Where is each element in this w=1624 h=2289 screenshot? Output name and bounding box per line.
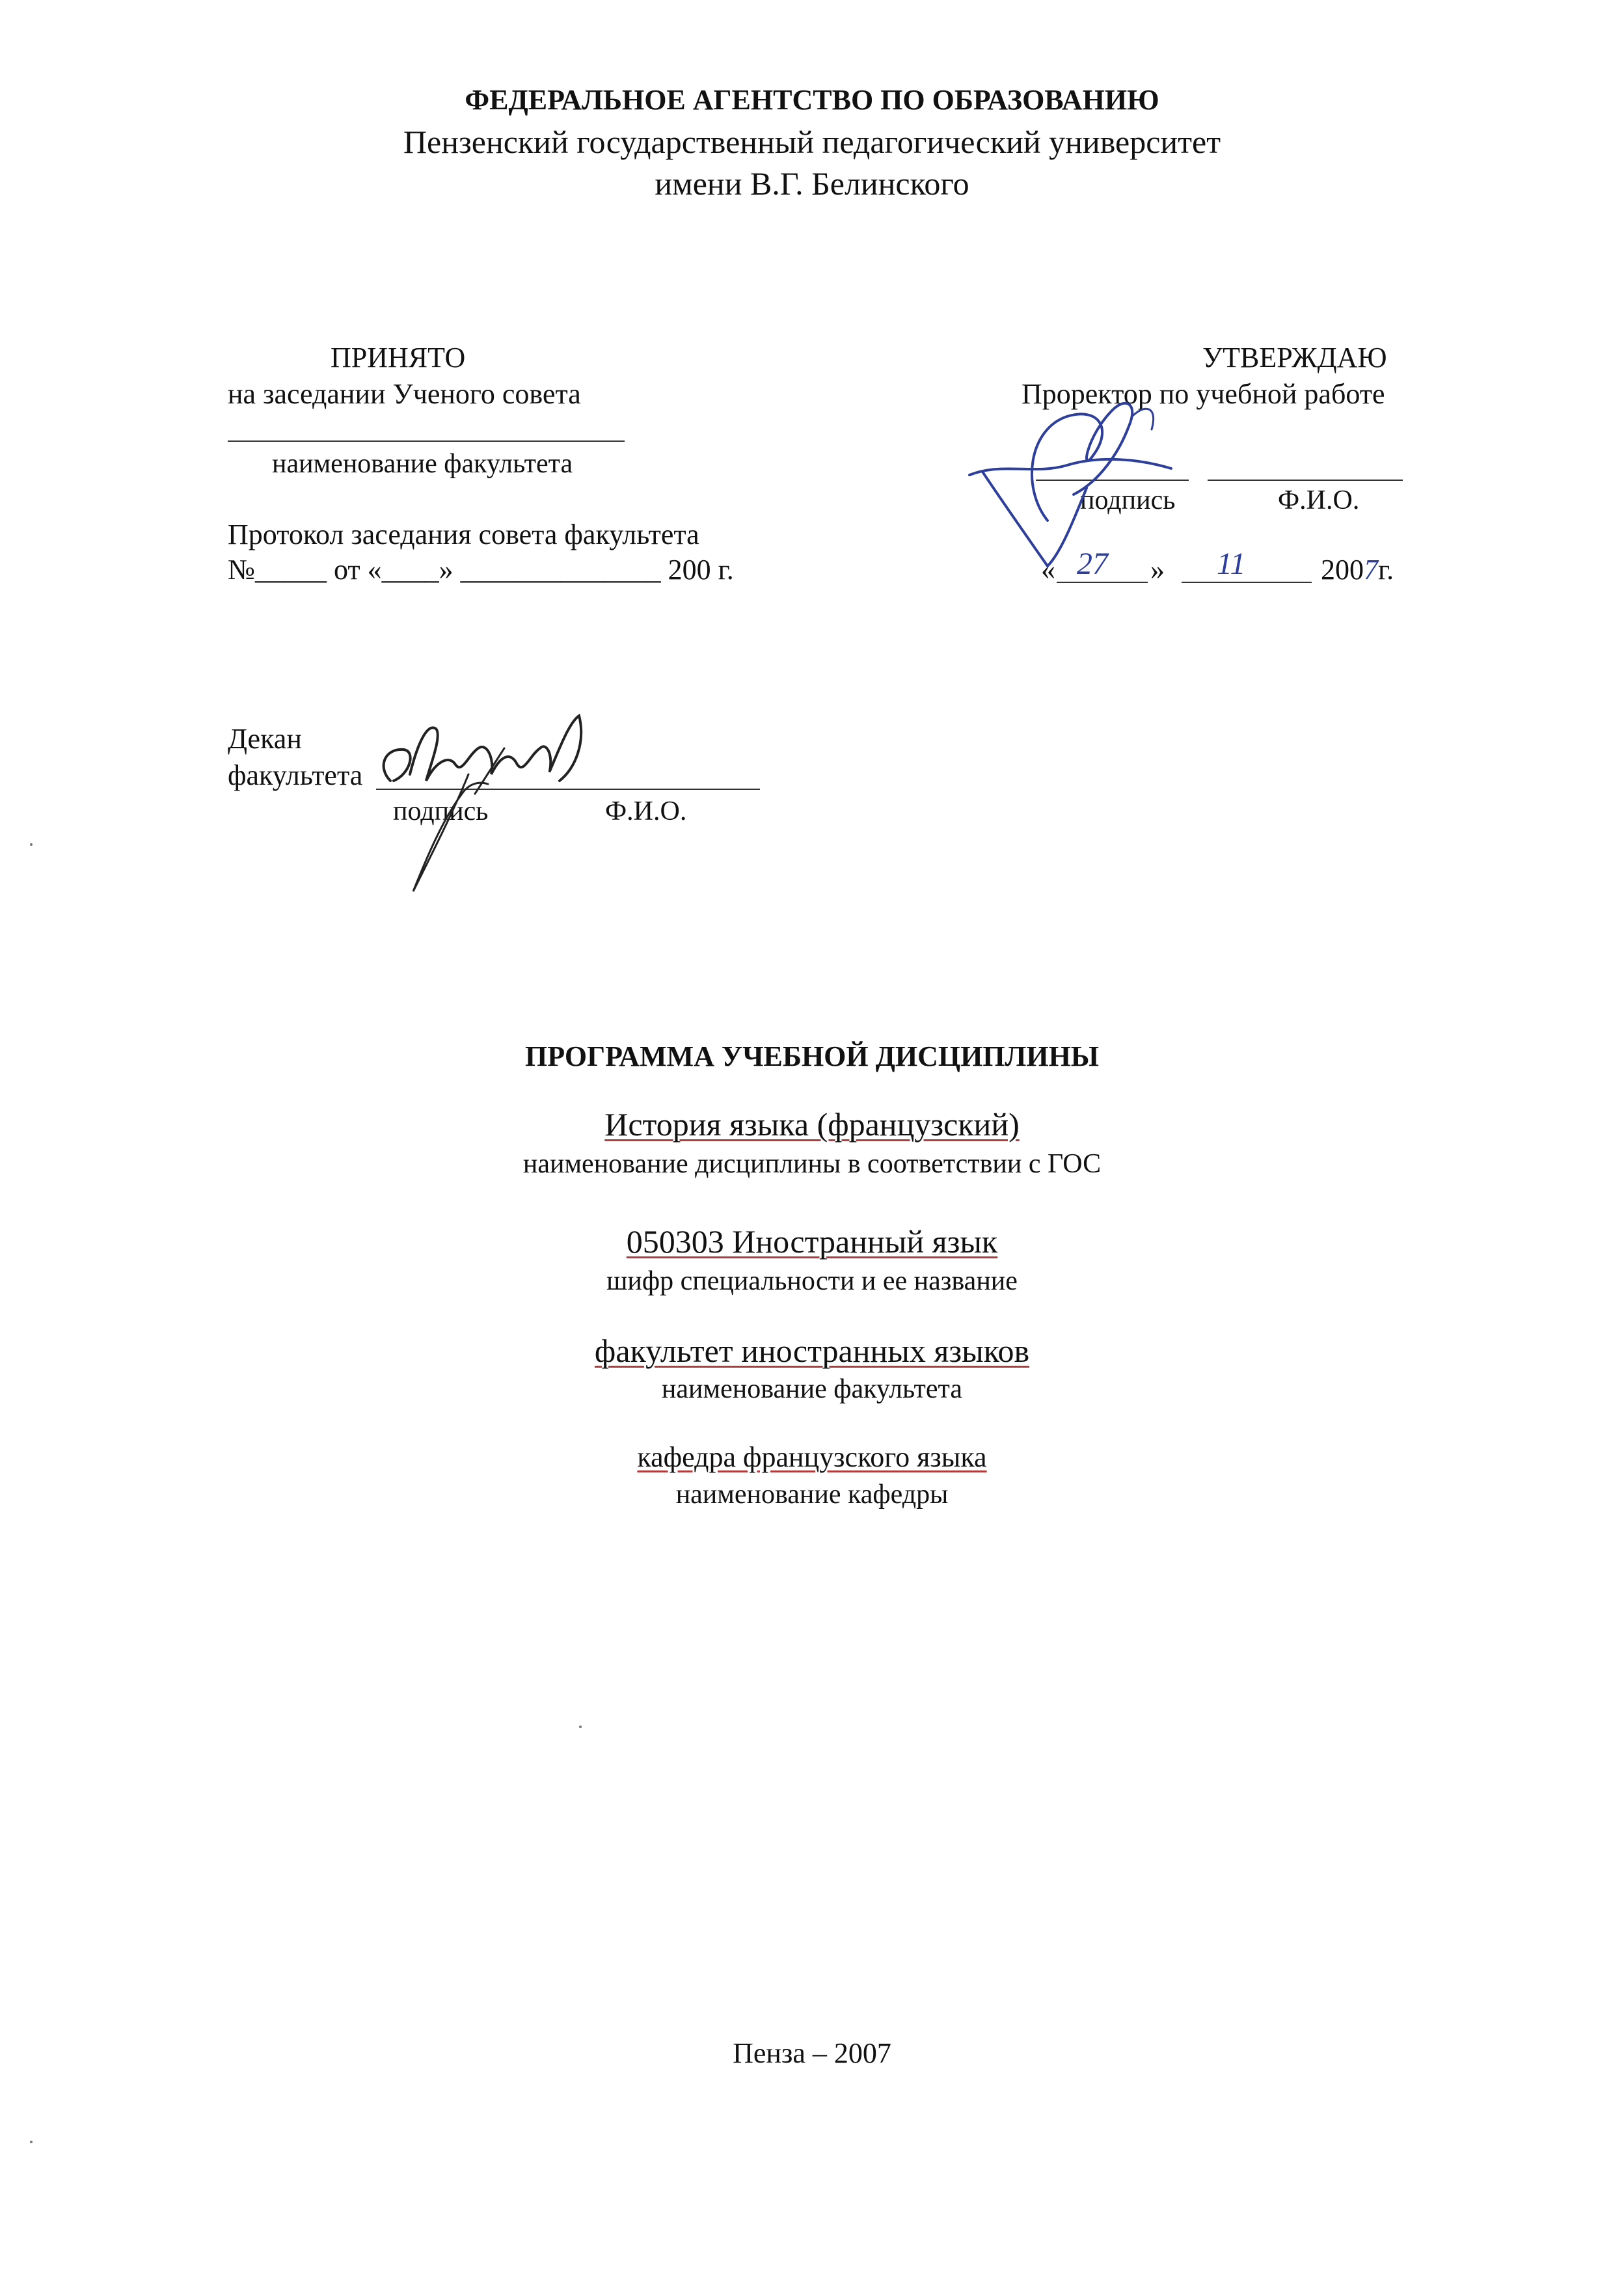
specialty-name	[0, 1222, 1624, 1261]
accepted-title: ПРИНЯТО	[331, 342, 466, 373]
approve-date-month: 11	[1217, 547, 1246, 581]
agency-title: ФЕДЕРАЛЬНОЕ АГЕНТСТВО ПО ОБРАЗОВАНИЮ	[465, 84, 1159, 116]
dean-name-caption: Ф.И.О.	[605, 796, 687, 826]
approve-date-year	[1321, 553, 1394, 588]
dean-faculty-label: факультета	[228, 759, 363, 791]
dean-title: Декан	[228, 723, 302, 755]
approve-year-digit: 7	[1364, 554, 1378, 586]
scan-speck	[579, 1726, 582, 1728]
discipline-name-text: История языка (французский)	[604, 1106, 1020, 1143]
protocol-line: Протокол заседания совета факультета	[228, 519, 699, 550]
approve-date-quote-open: «	[1041, 554, 1055, 586]
specialty-name-text: 050303 Иностранный язык	[626, 1223, 998, 1260]
department-name-text: кафедра французского языка	[637, 1441, 987, 1473]
specialty-caption: шифр специальности и ее название	[606, 1266, 1018, 1296]
prorector-signature-icon	[963, 390, 1262, 586]
approve-name-caption: Ф.И.О.	[1278, 485, 1360, 515]
program-title: ПРОГРАММА УЧЕБНОЙ ДИСЦИПЛИНЫ	[525, 1040, 1099, 1072]
scan-speck	[30, 2141, 33, 2143]
faculty-caption: наименование факультета	[661, 1374, 963, 1404]
city-year: Пенза – 2007	[733, 2037, 891, 2069]
discipline-caption: наименование дисциплины в соответствии с ГОС	[522, 1149, 1102, 1179]
university-name-line2: имени В.Г. Белинского	[655, 165, 969, 202]
discipline-name	[0, 1105, 1624, 1144]
approve-year-suffix: г.	[1378, 554, 1394, 586]
dean-signature-icon	[364, 703, 612, 898]
accepted-council-line: на заседании Ученого совета	[228, 378, 581, 410]
protocol-number-line: №_____ от «____» ______________ 200 г.	[228, 554, 734, 586]
approve-signature-caption: подпись	[1080, 485, 1176, 515]
faculty-name	[0, 1331, 1624, 1370]
scan-speck	[30, 843, 33, 846]
department-name	[0, 1441, 1624, 1475]
accepted-faculty-caption: наименование факультета	[272, 449, 573, 479]
approve-title: УТВЕРЖДАЮ	[1202, 342, 1387, 373]
faculty-name-blank-line	[228, 440, 625, 442]
approve-year-prefix: 200	[1321, 554, 1364, 586]
approve-prorector-line: Проректор по учебной работе	[1022, 378, 1385, 410]
faculty-name-text: факультет иностранных языков	[594, 1333, 1030, 1369]
department-caption: наименование кафедры	[675, 1480, 949, 1510]
approve-date-quote-close: »	[1150, 554, 1165, 586]
dean-signature-caption: подпись	[393, 796, 489, 826]
approve-date-day: 27	[1077, 547, 1108, 581]
university-name: Пензенский государственный педагогический университет	[403, 124, 1221, 160]
